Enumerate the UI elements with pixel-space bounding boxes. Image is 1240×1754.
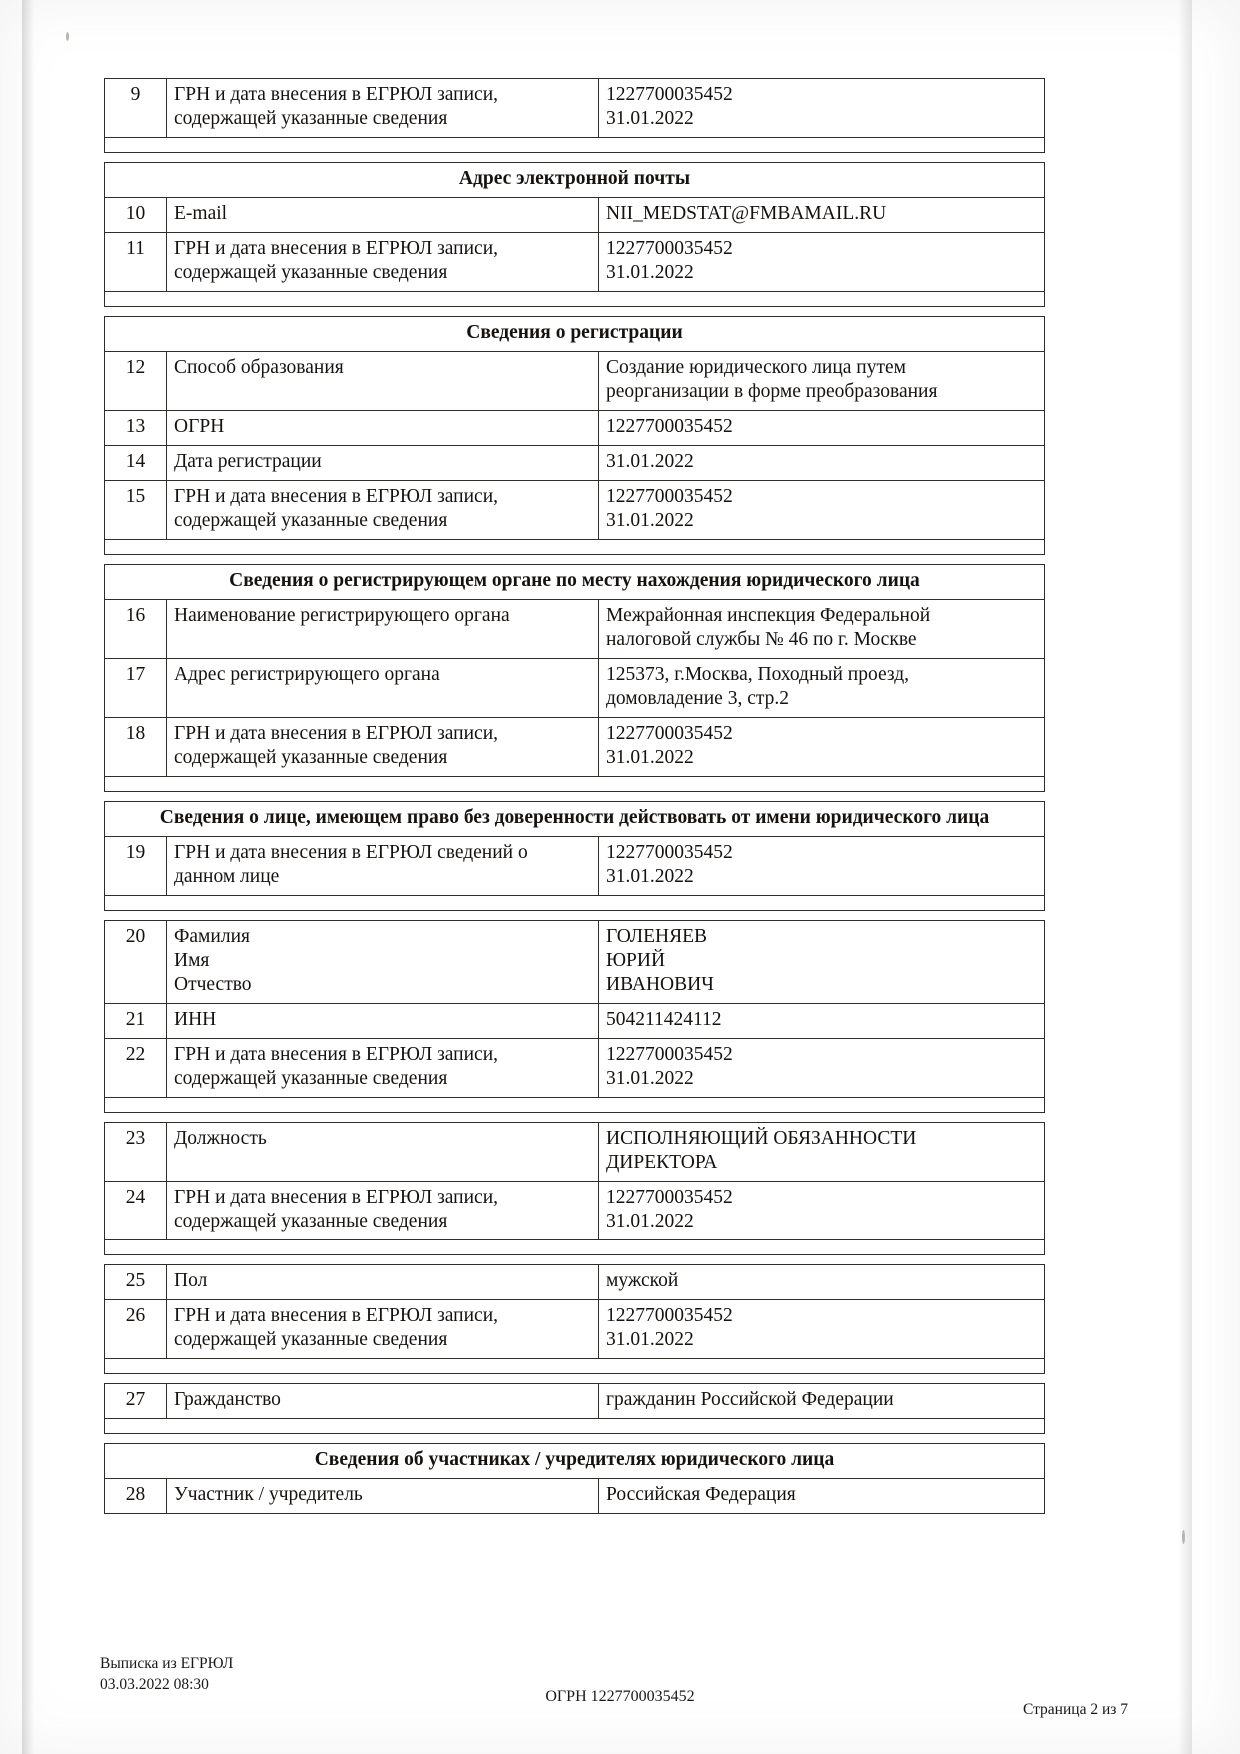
row-value-line: ДИРЕКТОРА: [606, 1151, 718, 1173]
section-title-email: Адрес электронной почты: [105, 162, 1045, 197]
row-value: 1227700035452: [599, 410, 1045, 445]
row-value: [599, 836, 1045, 895]
table-gap: [105, 910, 1045, 920]
row-value-line: 1227700035452: [606, 841, 733, 863]
table-row: [105, 717, 1045, 776]
row-number: 26: [105, 1300, 167, 1359]
row-value-line: 125373, г.Москва, Походный проезд,: [606, 663, 910, 685]
row-label-line: ГРН и дата внесения в ЕГРЮЛ записи,: [174, 1186, 499, 1208]
row-value-line: 31.01.2022: [606, 509, 694, 531]
row-value: 31.01.2022: [599, 445, 1045, 480]
table-row: [105, 920, 1045, 1003]
page-footer: [0, 1654, 1240, 1724]
row-value-line: ЮРИЙ: [606, 949, 666, 971]
row-value-line: Межрайонная инспекция Федеральной: [606, 604, 931, 626]
table-row: [105, 79, 1045, 138]
row-label-line: Фамилия: [174, 925, 250, 947]
row-number: 18: [105, 717, 167, 776]
scan-speck: [1182, 1530, 1185, 1544]
row-value: [599, 1038, 1045, 1097]
scan-speck: [66, 32, 69, 41]
row-value: [599, 658, 1045, 717]
row-number: 10: [105, 197, 167, 232]
row-label-line: содержащей указанные сведения: [174, 107, 448, 129]
row-value-line: Создание юридического лица путем: [606, 356, 907, 378]
row-label-line: ГРН и дата внесения в ЕГРЮЛ записи,: [174, 722, 499, 744]
row-number: 12: [105, 351, 167, 410]
row-value-line: домовладение 3, стр.2: [606, 687, 789, 709]
table-row: [105, 351, 1045, 410]
row-value-line: 1227700035452: [606, 1186, 733, 1208]
row-value-line: 31.01.2022: [606, 1329, 694, 1351]
row-value: [599, 79, 1045, 138]
row-value: [599, 1181, 1045, 1240]
table-row: [105, 599, 1045, 658]
row-label-line: ГРН и дата внесения в ЕГРЮЛ записи,: [174, 485, 499, 507]
row-value: Российская Федерация: [599, 1479, 1045, 1514]
row-value-line: 31.01.2022: [606, 261, 694, 283]
row-label: Должность: [167, 1122, 599, 1181]
row-number: 22: [105, 1038, 167, 1097]
row-number: 11: [105, 232, 167, 291]
row-label: [167, 1300, 599, 1359]
scan-edge-right: [1178, 0, 1192, 1754]
row-label: [167, 920, 599, 1003]
row-number: 20: [105, 920, 167, 1003]
row-value-line: ГОЛЕНЯЕВ: [606, 925, 708, 947]
section-title-signatory: Сведения о лице, имеющем право без доверенности действовать от имени юридического лица: [105, 801, 1045, 836]
row-label: Пол: [167, 1265, 599, 1300]
row-value-line: 31.01.2022: [606, 865, 694, 887]
row-value: мужской: [599, 1265, 1045, 1300]
row-label-line: содержащей указанные сведения: [174, 1067, 448, 1089]
row-label-line: содержащей указанные сведения: [174, 509, 448, 531]
table-spacer-row: [105, 1419, 1045, 1434]
table-spacer-row: [105, 895, 1045, 910]
section-title-registration: Сведения о регистрации: [105, 316, 1045, 351]
section-header-row-registration: [105, 316, 1045, 351]
table-row: [105, 1384, 1045, 1419]
table-gap: [105, 554, 1045, 564]
row-label: E-mail: [167, 197, 599, 232]
section-title-registrar: Сведения о регистрирующем органе по месту нахождения юридического лица: [105, 564, 1045, 599]
footer-generated-at: 03.03.2022 08:30: [100, 1675, 209, 1693]
table-row: [105, 232, 1045, 291]
table-spacer-row: [105, 1240, 1045, 1255]
row-label-line: ГРН и дата внесения в ЕГРЮЛ записи,: [174, 1305, 499, 1327]
row-label: Адрес регистрирующего органа: [167, 658, 599, 717]
table-row: [105, 445, 1045, 480]
row-number: 23: [105, 1122, 167, 1181]
row-label-line: содержащей указанные сведения: [174, 746, 448, 768]
row-label: [167, 480, 599, 539]
scan-edge-left: [22, 0, 34, 1754]
row-label-line: данном лице: [174, 865, 280, 887]
section-header-row-founders: [105, 1444, 1045, 1479]
table-row: [105, 1003, 1045, 1038]
row-value-line: 31.01.2022: [606, 1210, 694, 1232]
row-label-line: содержащей указанные сведения: [174, 1210, 448, 1232]
row-label-line: содержащей указанные сведения: [174, 1329, 448, 1351]
table-row: [105, 197, 1045, 232]
row-value: [599, 351, 1045, 410]
table-gap: [105, 1434, 1045, 1444]
table-row: [105, 1265, 1045, 1300]
row-number: 16: [105, 599, 167, 658]
row-value-line: 31.01.2022: [606, 746, 694, 768]
table-row: [105, 1038, 1045, 1097]
row-label: ИНН: [167, 1003, 599, 1038]
register-table-container: [104, 78, 1044, 1514]
row-value: [599, 717, 1045, 776]
row-label: Способ образования: [167, 351, 599, 410]
row-value-line: ИСПОЛНЯЮЩИЙ ОБЯЗАННОСТИ: [606, 1127, 917, 1149]
section-header-row-registrar: [105, 564, 1045, 599]
footer-page-number: Страница 2 из 7: [1022, 1701, 1128, 1718]
table-gap: [105, 306, 1045, 316]
row-label: [167, 79, 599, 138]
row-value-line: 1227700035452: [606, 1305, 733, 1327]
row-value: NII_MEDSTAT@FMBAMAIL.RU: [599, 197, 1045, 232]
table-row: [105, 1181, 1045, 1240]
table-spacer-row: [105, 1359, 1045, 1374]
footer-ogrn: ОГРН 1227700035452: [545, 1688, 695, 1705]
row-number: 14: [105, 445, 167, 480]
table-gap: [105, 791, 1045, 801]
row-number: 15: [105, 480, 167, 539]
row-label-line: Отчество: [174, 973, 252, 995]
row-value-line: 1227700035452: [606, 722, 733, 744]
row-label: [167, 232, 599, 291]
section-header-row-email: [105, 162, 1045, 197]
table-row: [105, 410, 1045, 445]
row-value: [599, 1122, 1045, 1181]
row-label-line: Имя: [174, 949, 210, 971]
row-number: 9: [105, 79, 167, 138]
table-gap: [105, 1374, 1045, 1384]
table-gap: [105, 1112, 1045, 1122]
row-label-line: содержащей указанные сведения: [174, 261, 448, 283]
table-spacer-row: [105, 539, 1045, 554]
row-value: [599, 599, 1045, 658]
row-number: 24: [105, 1181, 167, 1240]
row-label-line: ГРН и дата внесения в ЕГРЮЛ записи,: [174, 1043, 499, 1065]
table-spacer-row: [105, 1097, 1045, 1112]
row-value: [599, 480, 1045, 539]
row-value: 504211424112: [599, 1003, 1045, 1038]
row-value-line: 1227700035452: [606, 485, 733, 507]
table-spacer-row: [105, 291, 1045, 306]
row-value: [599, 232, 1045, 291]
table-row: [105, 658, 1045, 717]
row-value: [599, 1300, 1045, 1359]
row-value-line: налоговой службы № 46 по г. Москве: [606, 628, 917, 650]
row-label: [167, 1181, 599, 1240]
egrul-register-table: [104, 78, 1045, 1514]
row-number: 17: [105, 658, 167, 717]
row-value-line: 1227700035452: [606, 237, 733, 259]
row-number: 27: [105, 1384, 167, 1419]
table-spacer-row: [105, 776, 1045, 791]
row-label-line: ГРН и дата внесения в ЕГРЮЛ записи,: [174, 237, 499, 259]
row-number: 19: [105, 836, 167, 895]
section-header-row-signatory: [105, 801, 1045, 836]
table-row: [105, 480, 1045, 539]
table-row: [105, 1122, 1045, 1181]
row-label: [167, 1038, 599, 1097]
row-number: 13: [105, 410, 167, 445]
row-label: Наименование регистрирующего органа: [167, 599, 599, 658]
row-value-line: ИВАНОВИЧ: [606, 973, 714, 995]
table-row: [105, 1479, 1045, 1514]
row-label-line: ГРН и дата внесения в ЕГРЮЛ сведений о: [174, 841, 528, 863]
row-value-line: 1227700035452: [606, 1043, 733, 1065]
row-number: 25: [105, 1265, 167, 1300]
row-number: 28: [105, 1479, 167, 1514]
row-value: гражданин Российской Федерации: [599, 1384, 1045, 1419]
table-row: [105, 836, 1045, 895]
section-title-founders: Сведения об участниках / учредителях юридического лица: [105, 1444, 1045, 1479]
table-row: [105, 1300, 1045, 1359]
table-spacer-row: [105, 137, 1045, 152]
row-label: [167, 717, 599, 776]
table-gap: [105, 1255, 1045, 1265]
row-value-line: реорганизации в форме преобразования: [606, 380, 938, 402]
row-label: Участник / учредитель: [167, 1479, 599, 1514]
row-label: ОГРН: [167, 410, 599, 445]
footer-document-type: Выписка из ЕГРЮЛ: [100, 1655, 234, 1672]
table-gap: [105, 152, 1045, 162]
row-value-line: 1227700035452: [606, 84, 733, 105]
row-value: [599, 920, 1045, 1003]
row-label: [167, 836, 599, 895]
row-value-line: 31.01.2022: [606, 107, 694, 129]
row-label-line: ГРН и дата внесения в ЕГРЮЛ записи,: [174, 84, 499, 105]
row-label: Гражданство: [167, 1384, 599, 1419]
row-number: 21: [105, 1003, 167, 1038]
row-label: Дата регистрации: [167, 445, 599, 480]
row-value-line: 31.01.2022: [606, 1067, 694, 1089]
